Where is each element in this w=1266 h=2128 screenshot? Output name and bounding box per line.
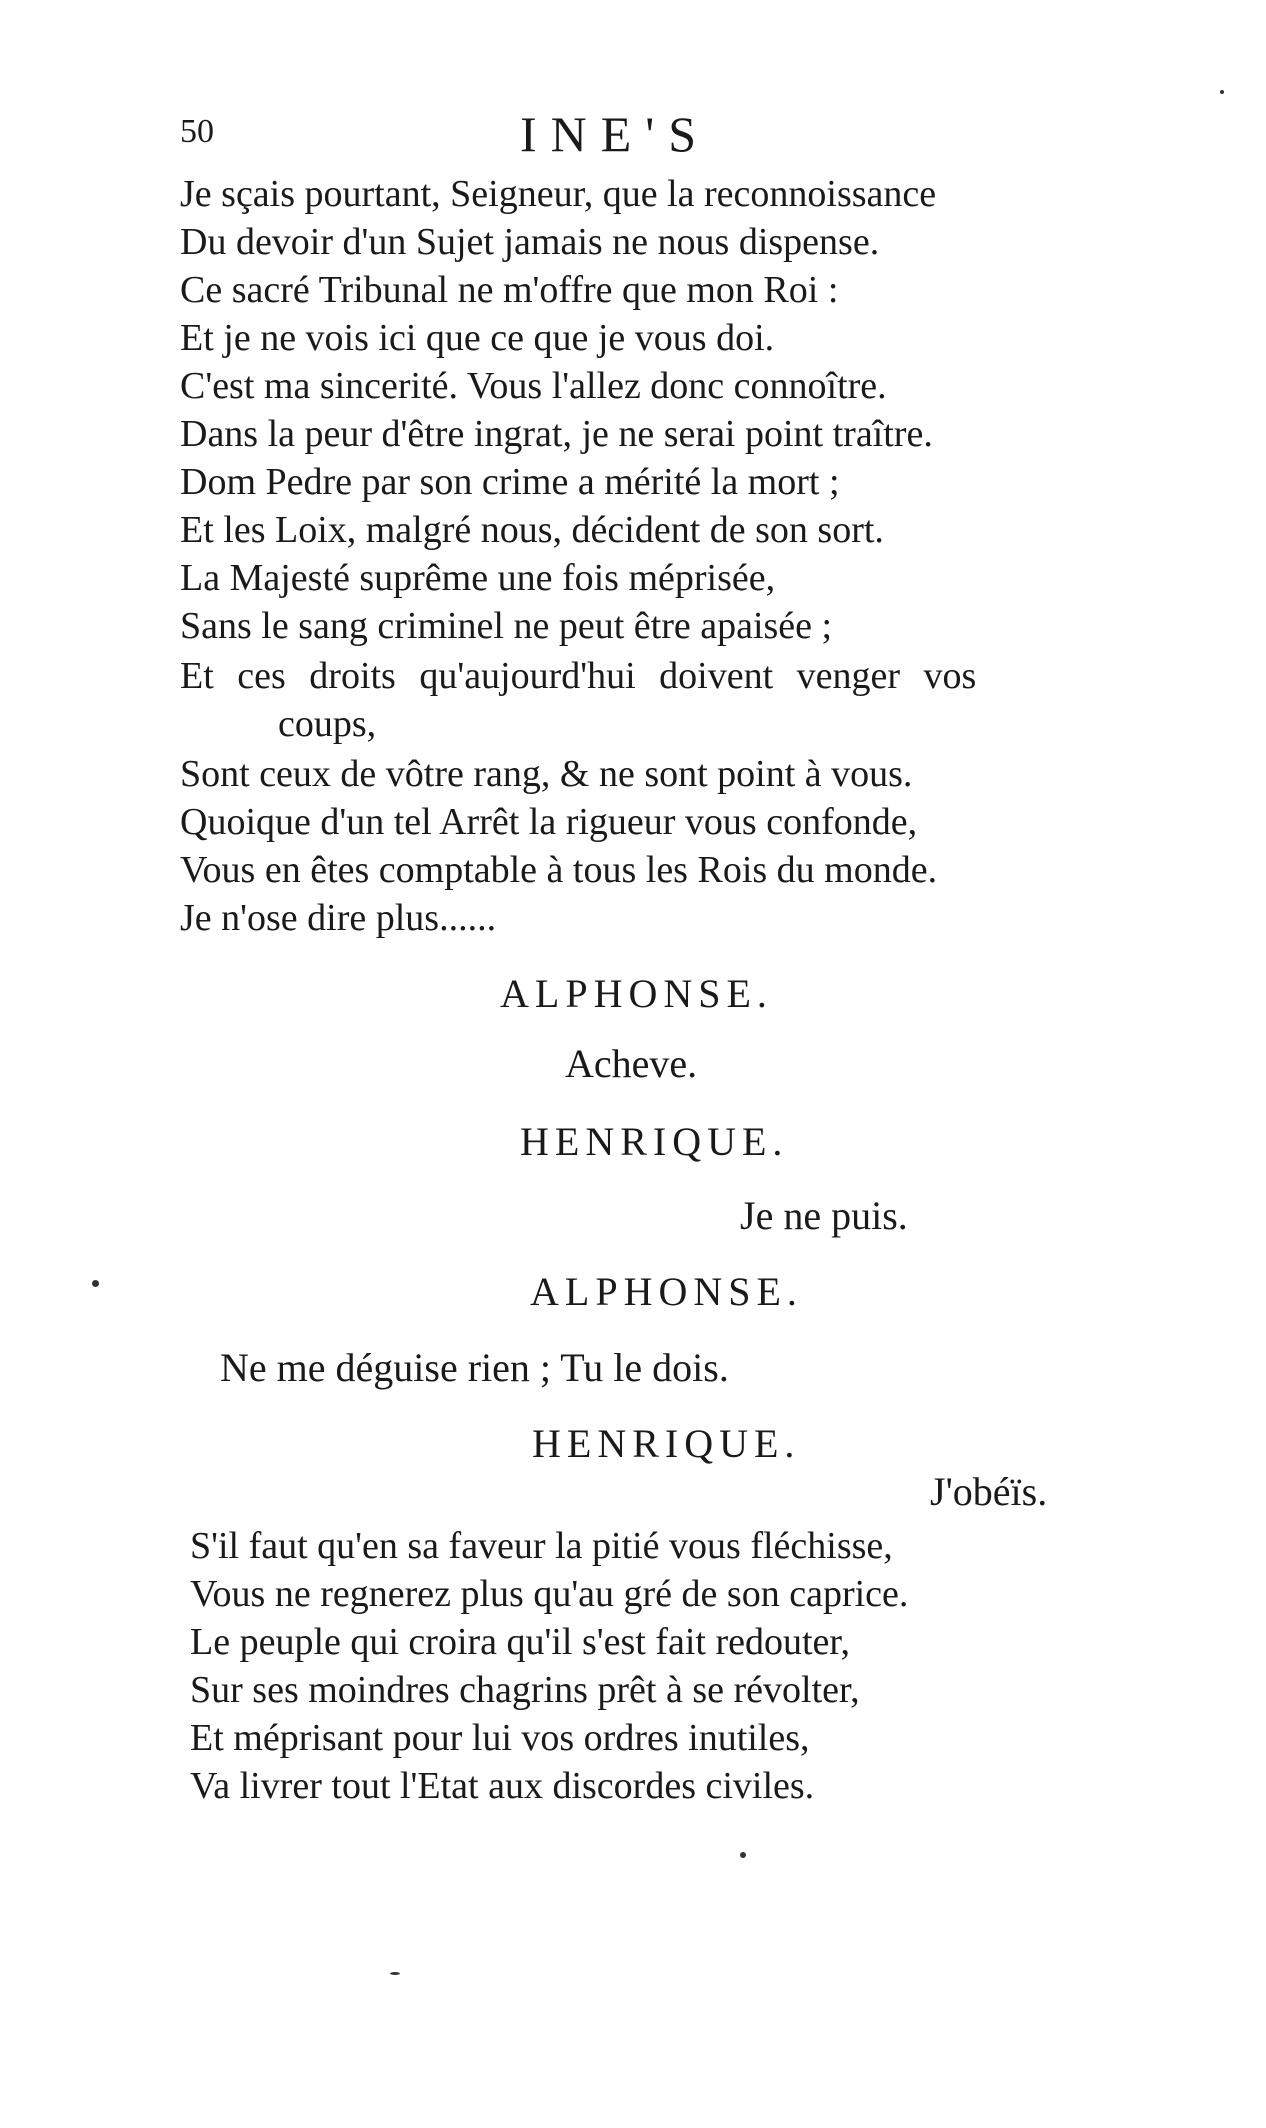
verse-line: Sont ceux de vôtre rang, & ne sont point à vous. <box>180 753 913 795</box>
verse-line: Ce sacré Tribunal ne m'offre que mon Roi : <box>180 269 839 311</box>
ink-speck <box>740 1852 746 1858</box>
verse-line: Et les Loix, malgré nous, décident de son sort. <box>180 509 884 551</box>
speaker-name: ALPHONSE. <box>500 971 773 1016</box>
verse-line: La Majesté suprême une fois méprisée, <box>180 557 776 599</box>
verse-line: Je sçais pourtant, Seigneur, que la reconnoissance <box>180 173 937 215</box>
verse-line: S'il faut qu'en sa faveur la pitié vous fléchisse, <box>190 1525 893 1567</box>
running-title: INE'S <box>520 106 711 162</box>
speech-line: Je ne puis. <box>740 1193 908 1238</box>
verse-line: Et je ne vois ici que ce que je vous doi. <box>180 317 775 359</box>
verse-line: Et méprisant pour lui vos ordres inutiles, <box>190 1717 810 1759</box>
verse-line: Dans la peur d'être ingrat, je ne serai point traître. <box>180 413 933 455</box>
verse-line: Le peuple qui croira qu'il s'est fait redouter, <box>190 1621 851 1663</box>
verse-line: Vous ne regnerez plus qu'au gré de son caprice. <box>190 1573 909 1615</box>
verse-line: C'est ma sincerité. Vous l'allez donc connoître. <box>180 365 887 407</box>
speaker-name: ALPHONSE. <box>530 1269 803 1314</box>
verse-line: Du devoir d'un Sujet jamais ne nous dispense. <box>180 221 880 263</box>
speech-line: Acheve. <box>565 1041 698 1086</box>
ink-speck <box>92 1280 99 1287</box>
verse-line: Sur ses moindres chagrins prêt à se révolter, <box>190 1669 860 1711</box>
page-header <box>180 105 1100 175</box>
ink-speck <box>1220 90 1224 94</box>
speaker-name: HENRIQUE. <box>520 1119 789 1164</box>
verse-line: Dom Pedre par son crime a mérité la mort ; <box>180 461 840 503</box>
verse-line: Quoique d'un tel Arrêt la rigueur vous confonde, <box>180 801 918 843</box>
verse-line-continuation: coups, <box>278 703 377 745</box>
ink-speck <box>390 1972 400 1975</box>
verse-line: Va livrer tout l'Etat aux discordes civiles. <box>190 1765 815 1807</box>
verse-line: Je n'ose dire plus...... <box>180 897 497 939</box>
speech-line: J'obéïs. <box>930 1469 1048 1514</box>
speaker-name: HENRIQUE. <box>532 1421 801 1466</box>
verse-line: Sans le sang criminel ne peut être apaisée ; <box>180 605 833 647</box>
verse-line: Et ces droits qu'aujourd'hui doivent venger vos <box>180 655 977 697</box>
verse-line: Vous en êtes comptable à tous les Rois du monde. <box>180 849 938 891</box>
page-number: 50 <box>180 113 214 150</box>
speech-line: Ne me déguise rien ; Tu le dois. <box>220 1345 729 1390</box>
